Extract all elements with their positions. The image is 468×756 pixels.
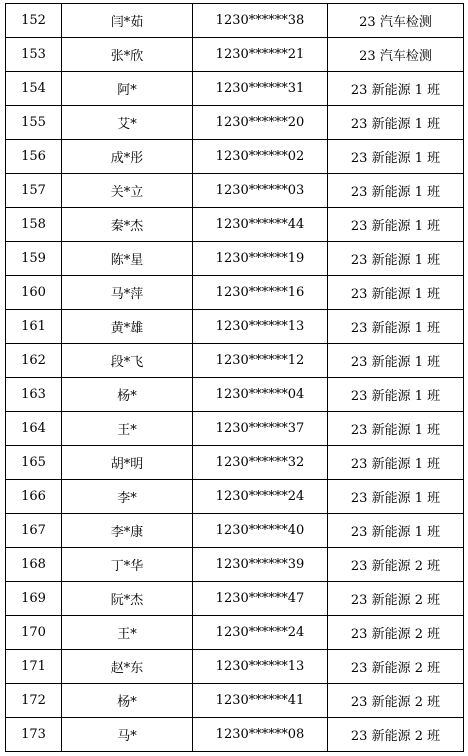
row-number-cell: 168 (6, 548, 62, 582)
student-id-cell: 1230******47 (193, 582, 328, 616)
class-name-cell: 23 新能源 2 班 (328, 616, 464, 650)
row-number-cell: 154 (6, 72, 62, 106)
table-row (6, 548, 464, 582)
student-name-cell: 秦*杰 (62, 208, 193, 242)
row-number-cell: 153 (6, 38, 62, 72)
table-row (6, 446, 464, 480)
table-row (6, 412, 464, 446)
row-number-cell: 172 (6, 684, 62, 718)
student-id-cell: 1230******03 (193, 174, 328, 208)
student-id-cell: 1230******38 (193, 4, 328, 38)
student-name-cell: 马* (62, 718, 193, 752)
student-name-cell: 黄*雄 (62, 310, 193, 344)
class-name-cell: 23 新能源 2 班 (328, 684, 464, 718)
class-name-cell: 23 新能源 1 班 (328, 310, 464, 344)
class-name-cell: 23 新能源 1 班 (328, 514, 464, 548)
class-name-cell: 23 新能源 1 班 (328, 174, 464, 208)
table-row (6, 616, 464, 650)
student-id-cell: 1230******19 (193, 242, 328, 276)
class-name-cell: 23 新能源 1 班 (328, 140, 464, 174)
student-id-cell: 1230******13 (193, 650, 328, 684)
class-name-cell: 23 新能源 1 班 (328, 344, 464, 378)
student-name-cell: 关*立 (62, 174, 193, 208)
class-name-cell: 23 新能源 1 班 (328, 276, 464, 310)
student-id-cell: 1230******24 (193, 480, 328, 514)
table-row (6, 140, 464, 174)
student-id-cell: 1230******20 (193, 106, 328, 140)
row-number-cell: 171 (6, 650, 62, 684)
row-number-cell: 160 (6, 276, 62, 310)
student-name-cell: 丁*华 (62, 548, 193, 582)
class-name-cell: 23 新能源 2 班 (328, 548, 464, 582)
table-row (6, 174, 464, 208)
student-name-cell: 赵*东 (62, 650, 193, 684)
student-id-cell: 1230******02 (193, 140, 328, 174)
row-number-cell: 166 (6, 480, 62, 514)
student-name-cell: 杨* (62, 378, 193, 412)
student-id-cell: 1230******31 (193, 72, 328, 106)
table-row (6, 582, 464, 616)
student-name-cell: 李* (62, 480, 193, 514)
student-name-cell: 王* (62, 412, 193, 446)
row-number-cell: 157 (6, 174, 62, 208)
class-name-cell: 23 新能源 1 班 (328, 378, 464, 412)
row-number-cell: 169 (6, 582, 62, 616)
student-id-cell: 1230******13 (193, 310, 328, 344)
row-number-cell: 163 (6, 378, 62, 412)
student-id-cell: 1230******32 (193, 446, 328, 480)
class-name-cell: 23 新能源 1 班 (328, 208, 464, 242)
student-name-cell: 阿* (62, 72, 193, 106)
row-number-cell: 170 (6, 616, 62, 650)
row-number-cell: 161 (6, 310, 62, 344)
table-row (6, 310, 464, 344)
row-number-cell: 159 (6, 242, 62, 276)
class-name-cell: 23 新能源 1 班 (328, 446, 464, 480)
student-name-cell: 段*飞 (62, 344, 193, 378)
row-number-cell: 164 (6, 412, 62, 446)
row-number-cell: 165 (6, 446, 62, 480)
table-row (6, 514, 464, 548)
student-id-cell: 1230******16 (193, 276, 328, 310)
table-row (6, 242, 464, 276)
table-row (6, 480, 464, 514)
student-id-cell: 1230******04 (193, 378, 328, 412)
row-number-cell: 158 (6, 208, 62, 242)
student-id-cell: 1230******40 (193, 514, 328, 548)
class-name-cell: 23 汽车检测 (328, 38, 464, 72)
student-name-cell: 成*彤 (62, 140, 193, 174)
class-name-cell: 23 新能源 1 班 (328, 106, 464, 140)
class-name-cell: 23 新能源 2 班 (328, 650, 464, 684)
student-id-cell: 1230******21 (193, 38, 328, 72)
table-row (6, 4, 464, 38)
table-row (6, 378, 464, 412)
class-name-cell: 23 新能源 1 班 (328, 72, 464, 106)
class-name-cell: 23 新能源 2 班 (328, 718, 464, 752)
roster-body (6, 4, 464, 752)
table-row (6, 684, 464, 718)
student-name-cell: 闫*茹 (62, 4, 193, 38)
student-id-cell: 1230******41 (193, 684, 328, 718)
student-name-cell: 杨* (62, 684, 193, 718)
table-row (6, 344, 464, 378)
student-id-cell: 1230******24 (193, 616, 328, 650)
student-name-cell: 王* (62, 616, 193, 650)
class-name-cell: 23 汽车检测 (328, 4, 464, 38)
class-name-cell: 23 新能源 2 班 (328, 582, 464, 616)
table-row (6, 650, 464, 684)
student-roster-table (5, 3, 464, 752)
student-name-cell: 阮*杰 (62, 582, 193, 616)
student-id-cell: 1230******12 (193, 344, 328, 378)
row-number-cell: 173 (6, 718, 62, 752)
table-row (6, 106, 464, 140)
student-id-cell: 1230******39 (193, 548, 328, 582)
table-row (6, 72, 464, 106)
table-row (6, 718, 464, 752)
class-name-cell: 23 新能源 1 班 (328, 412, 464, 446)
student-id-cell: 1230******08 (193, 718, 328, 752)
student-id-cell: 1230******44 (193, 208, 328, 242)
row-number-cell: 167 (6, 514, 62, 548)
row-number-cell: 162 (6, 344, 62, 378)
table-row (6, 208, 464, 242)
row-number-cell: 152 (6, 4, 62, 38)
student-name-cell: 马*萍 (62, 276, 193, 310)
student-name-cell: 艾* (62, 106, 193, 140)
row-number-cell: 155 (6, 106, 62, 140)
student-name-cell: 李*康 (62, 514, 193, 548)
class-name-cell: 23 新能源 1 班 (328, 242, 464, 276)
table-row (6, 38, 464, 72)
row-number-cell: 156 (6, 140, 62, 174)
class-name-cell: 23 新能源 1 班 (328, 480, 464, 514)
student-name-cell: 胡*明 (62, 446, 193, 480)
student-id-cell: 1230******37 (193, 412, 328, 446)
table-row (6, 276, 464, 310)
student-name-cell: 陈*星 (62, 242, 193, 276)
student-name-cell: 张*欣 (62, 38, 193, 72)
